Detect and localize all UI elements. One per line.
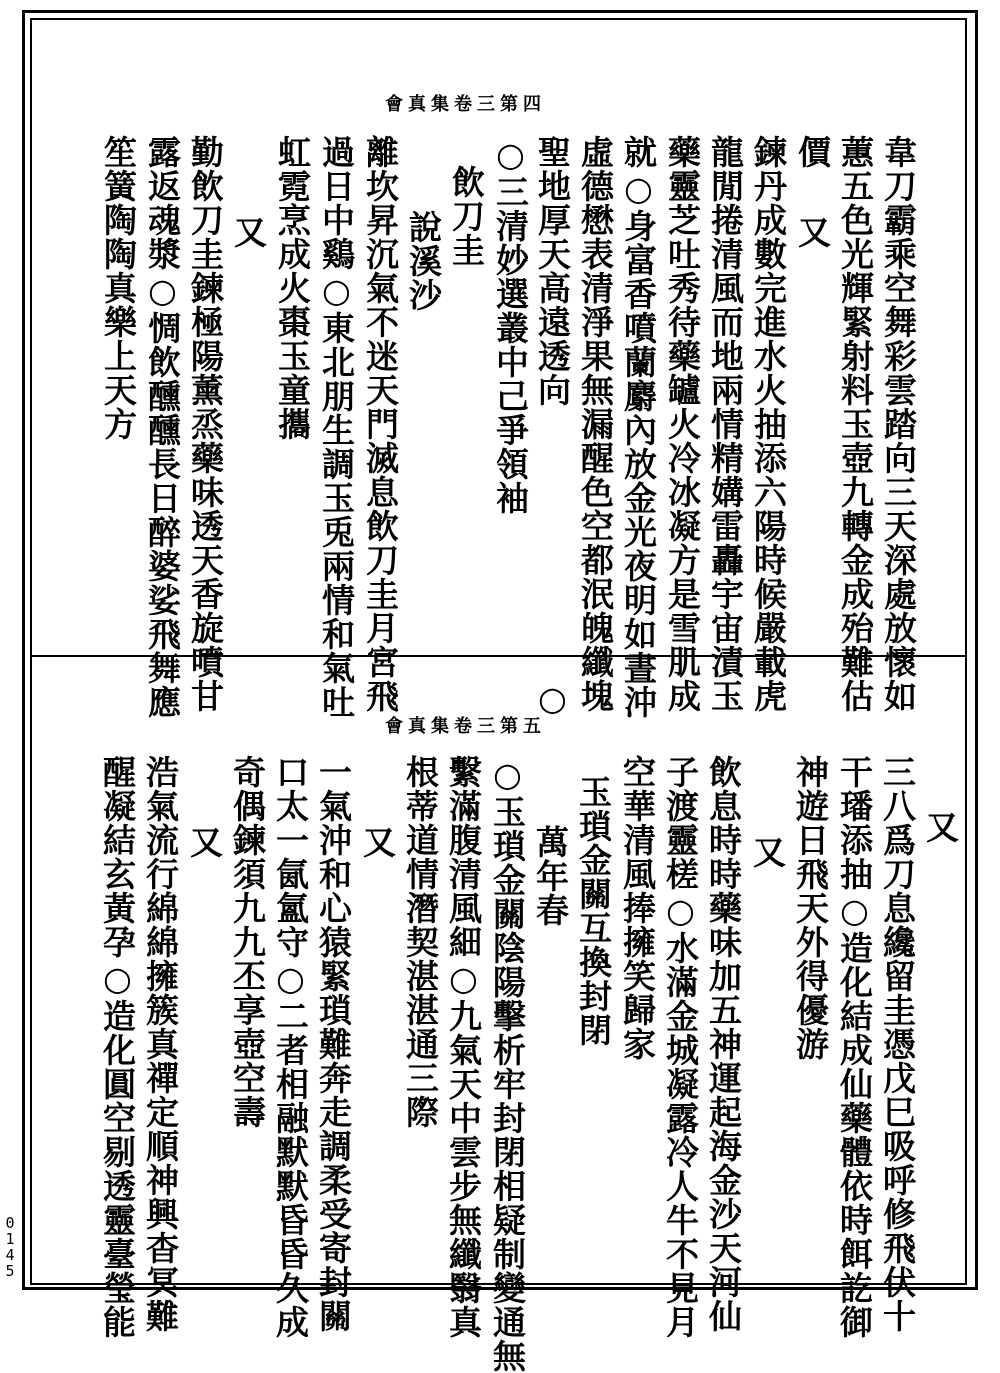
bottom-col-16: 口太一氤氳守○二者相融默默昏昏久成 <box>271 755 310 1339</box>
bottom-col-17: 奇偶鍊須九九丕享壺空壽 <box>228 755 267 1129</box>
top-col-9: 虛德懋表清淨果無漏醒色空都泯魄纖塊 <box>576 135 615 713</box>
top-col-7: 藥靈芝吐秀待藥罏火冷冰凝方是雪肌成 <box>663 135 702 713</box>
top-col-12: 飲刀圭 <box>447 165 486 267</box>
bottom-col-7: 子渡靈槎○水滿金城凝露冷人牛不見月 <box>661 755 700 1339</box>
top-col-8: 就○身富香噴蘭麝內放金光夜明如晝沖 <box>619 135 658 719</box>
bottom-col-6: 飲息時時藥味加五神運起海金沙天河仙 <box>704 755 743 1333</box>
page-number: 0145 <box>5 1214 15 1280</box>
bottom-col-18: 又 <box>185 825 224 859</box>
top-col-20: 笙簧陶陶真樂上天方 <box>99 135 138 441</box>
top-col-18: 勤飲刀圭鍊極陽薰烝藥味透天香旋噴甘 <box>186 135 225 713</box>
bottom-col-4: 神遊日飛天外得優游 <box>791 755 830 1061</box>
bottom-col-9: 玉瑣金關互換封閉 <box>574 775 613 1047</box>
top-col-14: 離坎昇沉氣不迷天門滅息飲刀圭月宮飛 <box>361 135 400 713</box>
bottom-col-3: 干璠添抽○造化結成仙藥體依時餌訖御 <box>835 755 874 1339</box>
bottom-col-20: 醒凝結玄黃孕○造化圓空剔透靈臺瑩能 <box>98 755 137 1339</box>
bottom-col-13: 根蒂道情潛契湛湛通三際 <box>401 755 440 1129</box>
top-col-16: 虹霓烹成火棗玉童攜 <box>273 135 312 441</box>
bottom-col-1: 又 <box>921 810 960 844</box>
bottom-col-12: 繫滿腹清風細○九氣天中雲步無纖翳真 <box>444 755 483 1339</box>
top-col-10: 聖地厚天高遠透向 ○ <box>533 135 572 719</box>
bottom-col-15: 一氣沖和心猿緊瑣難奔走調柔受寄封關 <box>314 755 353 1333</box>
top-col-6: 龍閒捲清風而地兩情精媾雷轟宇宙漬玉 <box>706 135 745 713</box>
top-col-19: 露返魂漿○惆飲醺醺長日醉婆娑飛舞應 <box>143 135 182 719</box>
top-page-header: 會真集卷三第四 <box>385 94 546 115</box>
top-col-15: 過日中鷄○東北朋生調玉兎兩情和氣吐 <box>317 135 356 719</box>
top-col-17: 又 <box>229 215 268 249</box>
bottom-col-10: 萬年春 <box>531 825 570 927</box>
top-col-4: 又 <box>793 215 832 249</box>
bottom-page-header: 會真集卷三第五 <box>385 716 546 737</box>
top-col-5: 鍊丹成數完進水火抽添六陽時候嚴載虎 <box>749 135 788 713</box>
bottom-col-5: 又 <box>748 835 787 869</box>
top-col-3: 價 <box>793 135 832 169</box>
top-col-11: ○三清妙選叢中己爭領袖 <box>491 135 530 515</box>
bottom-col-14: 又 <box>358 825 397 859</box>
bottom-col-2: 三八爲刀息纔留圭憑戊巳吸呼修飛伏十 <box>878 755 917 1333</box>
bottom-col-8: 空華清風捧擁笑歸家 <box>618 755 657 1061</box>
top-col-2: 蕙五色光輝緊射料玉壺九轉金成殆難估 <box>836 135 875 713</box>
bottom-col-11: ○玉瑣金關陰陽擊析牢封閉相疑制變通無 <box>488 755 527 1373</box>
top-col-1: 韋刀霸乘空舞彩雲踏向三天深處放懷如 <box>879 135 918 713</box>
top-col-13: 說溪沙 <box>404 210 443 312</box>
bottom-col-19: 浩氣流行綿綿擁簇真禪定順神興杳冥難 <box>141 755 180 1333</box>
